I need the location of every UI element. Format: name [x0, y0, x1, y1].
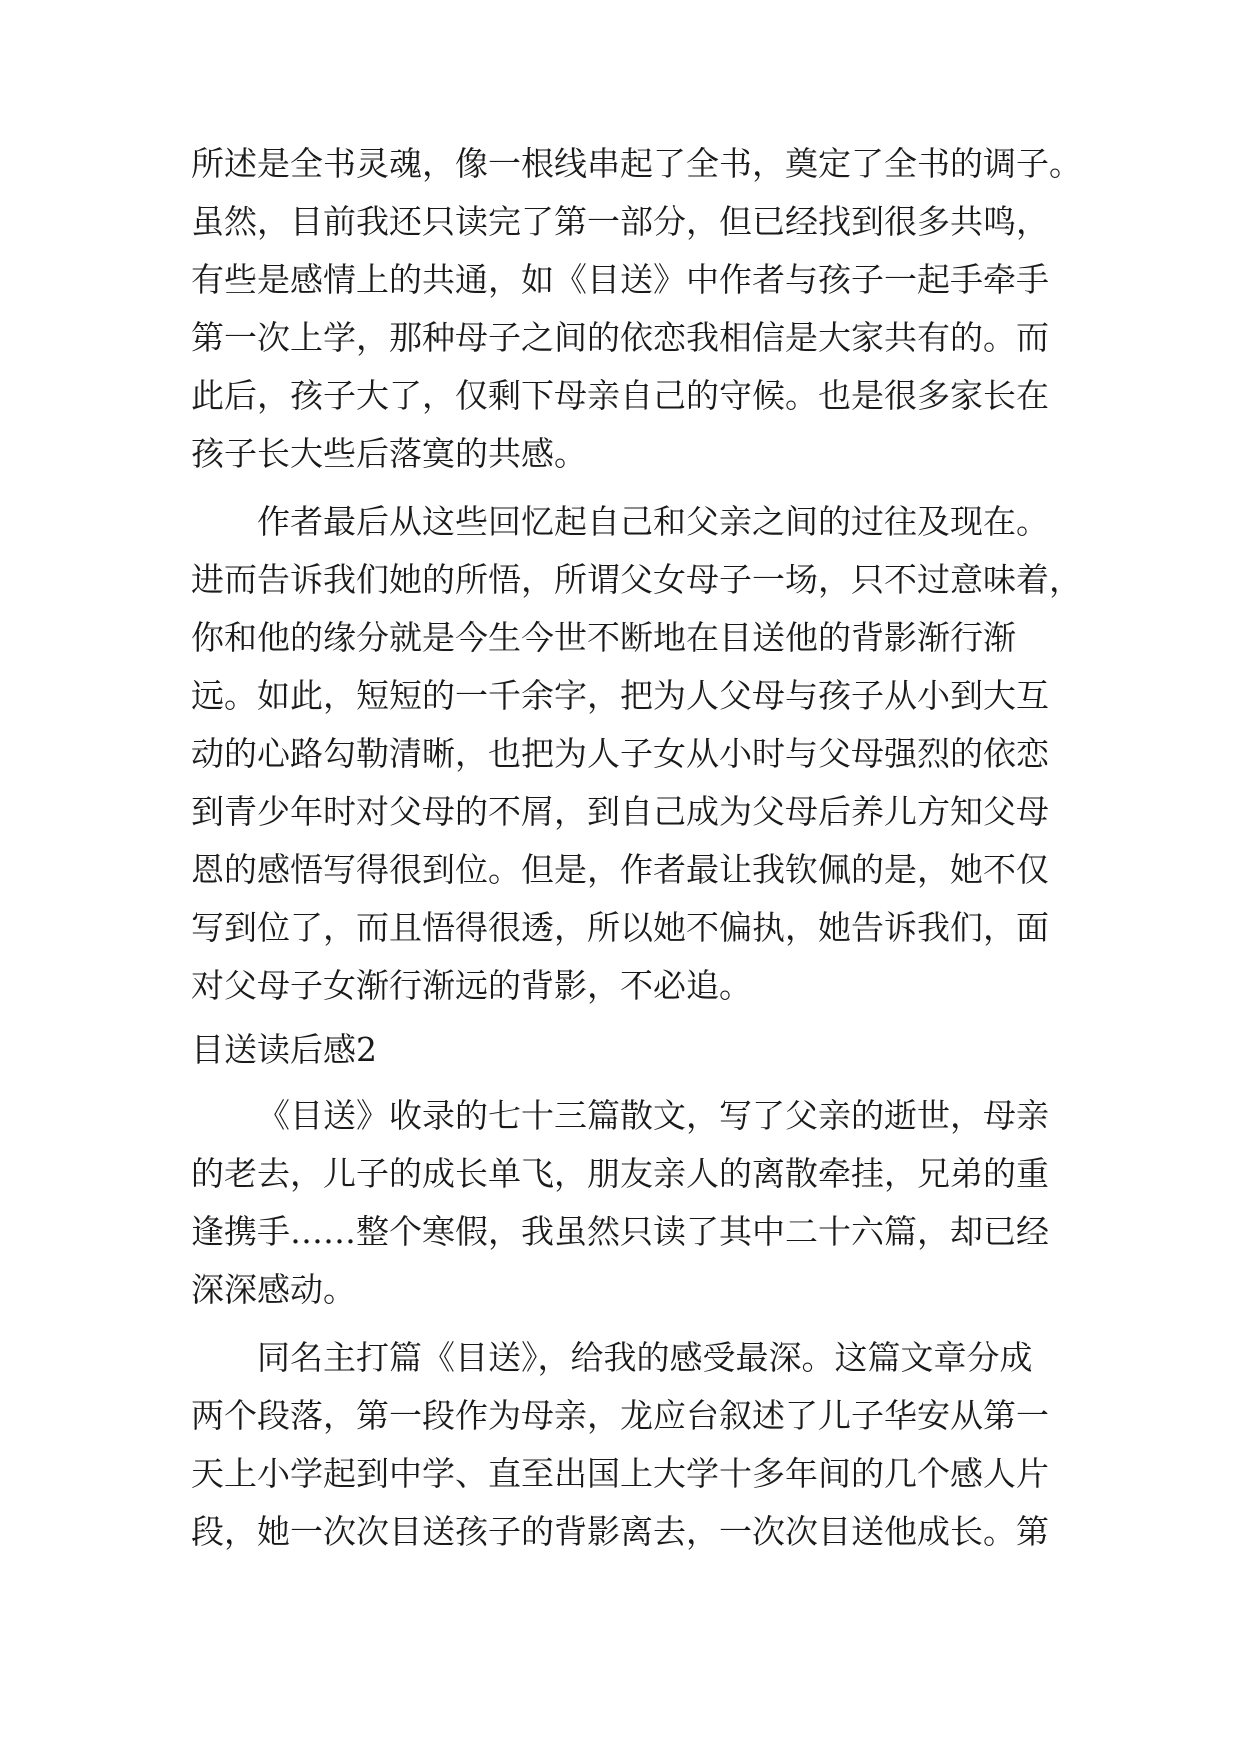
paragraph-line: 此后，孩子大了，仅剩下母亲自己的守候。也是很多家长在 — [191, 376, 1049, 415]
paragraph-line: 《目送》收录的七十三篇散文，写了父亲的逝世，母亲 — [257, 1096, 1049, 1135]
paragraph-line: 虽然，目前我还只读完了第一部分，但已经找到很多共鸣， — [191, 202, 1049, 241]
paragraph-line: 写到位了，而且悟得很透，所以她不偏执，她告诉我们，面 — [191, 908, 1049, 947]
paragraph-line: 段，她一次次目送孩子的背影离去，一次次目送他成长。第 — [191, 1512, 1049, 1551]
paragraph-line: 孩子长大些后落寞的共感。 — [191, 434, 587, 473]
paragraph-line: 你和他的缘分就是今生今世不断地在目送他的背影渐行渐 — [191, 618, 1016, 657]
paragraph-line: 作者最后从这些回忆起自己和父亲之间的过往及现在。 — [257, 502, 1049, 541]
paragraph-line: 天上小学起到中学、直至出国上大学十多年间的几个感人片 — [191, 1454, 1049, 1493]
paragraph-line: 第一次上学，那种母子之间的依恋我相信是大家共有的。而 — [191, 318, 1049, 357]
paragraph-line: 有些是感情上的共通，如《目送》中作者与孩子一起手牵手 — [191, 260, 1049, 299]
paragraph-line: 进而告诉我们她的所悟，所谓父女母子一场，只不过意味着， — [191, 560, 1082, 599]
paragraph-line: 动的心路勾勒清晰，也把为人子女从小时与父母强烈的依恋 — [191, 734, 1049, 773]
paragraph-line: 深深感动。 — [191, 1270, 356, 1309]
paragraph-line: 到青少年时对父母的不屑，到自己成为父母后养儿方知父母 — [191, 792, 1049, 831]
section-heading: 目送读后感2 — [191, 1030, 377, 1069]
paragraph-line: 两个段落，第一段作为母亲，龙应台叙述了儿子华安从第一 — [191, 1396, 1049, 1435]
paragraph-line: 所述是全书灵魂，像一根线串起了全书，奠定了全书的调子。 — [191, 144, 1082, 183]
paragraph-line: 对父母子女渐行渐远的背影，不必追。 — [191, 966, 752, 1005]
paragraph-line: 同名主打篇《目送》，给我的感受最深。这篇文章分成 — [257, 1338, 1033, 1377]
paragraph-line: 恩的感悟写得很到位。但是，作者最让我钦佩的是，她不仅 — [191, 850, 1049, 889]
paragraph-line: 的老去，儿子的成长单飞，朋友亲人的离散牵挂，兄弟的重 — [191, 1154, 1049, 1193]
paragraph-line: 远。如此，短短的一千余字，把为人父母与孩子从小到大互 — [191, 676, 1049, 715]
paragraph-line: 逢携手……整个寒假，我虽然只读了其中二十六篇，却已经 — [191, 1212, 1049, 1251]
